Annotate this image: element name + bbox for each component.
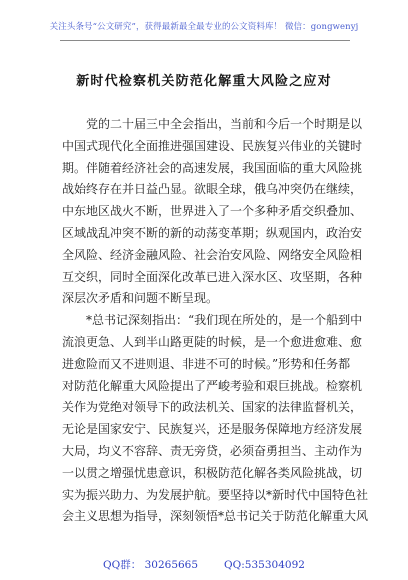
header-promo-note: 关注头条号“公文研究”，获得最新最全最专业的公文资料库！ 微信：gongwenyj (49, 22, 359, 32)
body-line: 互交织，同时全面深化改革已进入深水区、攻坚期，各种 (62, 269, 363, 284)
body-line: 会主义思想为指导，深刻领悟*总书记关于防范化解重大风 (62, 509, 369, 524)
body-line: 党的二十届三中全会指出，当前和今后一个时期是以 (86, 117, 363, 131)
body-line: 进愈险而又不进则退、非进不可的时候。”形势和任务都 (62, 356, 351, 371)
body-line: 中国式现代化全面推进强国建设、民族复兴伟业的关键时 (62, 138, 363, 153)
body-line: 无论是国家安宁、民族复兴，还是服务保障地方经济发展 (62, 422, 363, 437)
footer-qq-number: QQ:535304092 (224, 559, 305, 571)
body-line: 大局，均义不容辞、责无旁贷，必须奋勇担当、主动作为 (62, 443, 363, 458)
header-divider (60, 40, 350, 41)
footer-qq-group: QQ群： 30265665 (103, 559, 199, 571)
body-line: 流浪更急、人到半山路更陡的时候，是一个愈进愈难、愈 (62, 334, 363, 349)
body-line: *总书记深刻指出：“我们现在所处的，是一个船到中 (86, 313, 363, 328)
document-body (62, 114, 369, 528)
body-line: 一以贯之增强忧患意识，积极防范化解各类风险挑战，切 (62, 465, 363, 480)
body-line: 关作为党绝对领导下的政法机关、国家的法律监督机关， (62, 400, 363, 415)
body-line: 实为振兴助力、为发展护航。要坚持以*新时代中国特色社 (62, 487, 369, 502)
body-line: 中东地区战火不断，世界进入了一个多种矛盾交织叠加、 (62, 204, 363, 219)
body-line: 全风险、经济金融风险、社会治安风险、网络安全风险相 (62, 247, 363, 262)
body-line: 对防范化解重大风险提出了严峻考验和艰巨挑战。检察机 (62, 378, 363, 393)
body-line: 区域战乱冲突不断的新的动荡变革期；纵观国内，政治安 (62, 225, 363, 240)
body-line: 期。伴随着经济社会的高速发展，我国面临的重大风险挑 (62, 160, 363, 175)
document-title: 新时代检察机关防范化解重大风险之应对 (76, 74, 332, 89)
footer-contact (0, 557, 408, 572)
body-line: 战始终存在并日益凸显。欲眼全球，俄乌冲突仍在继续， (62, 182, 363, 197)
body-line: 深层次矛盾和问题不断呈现。 (62, 291, 219, 306)
